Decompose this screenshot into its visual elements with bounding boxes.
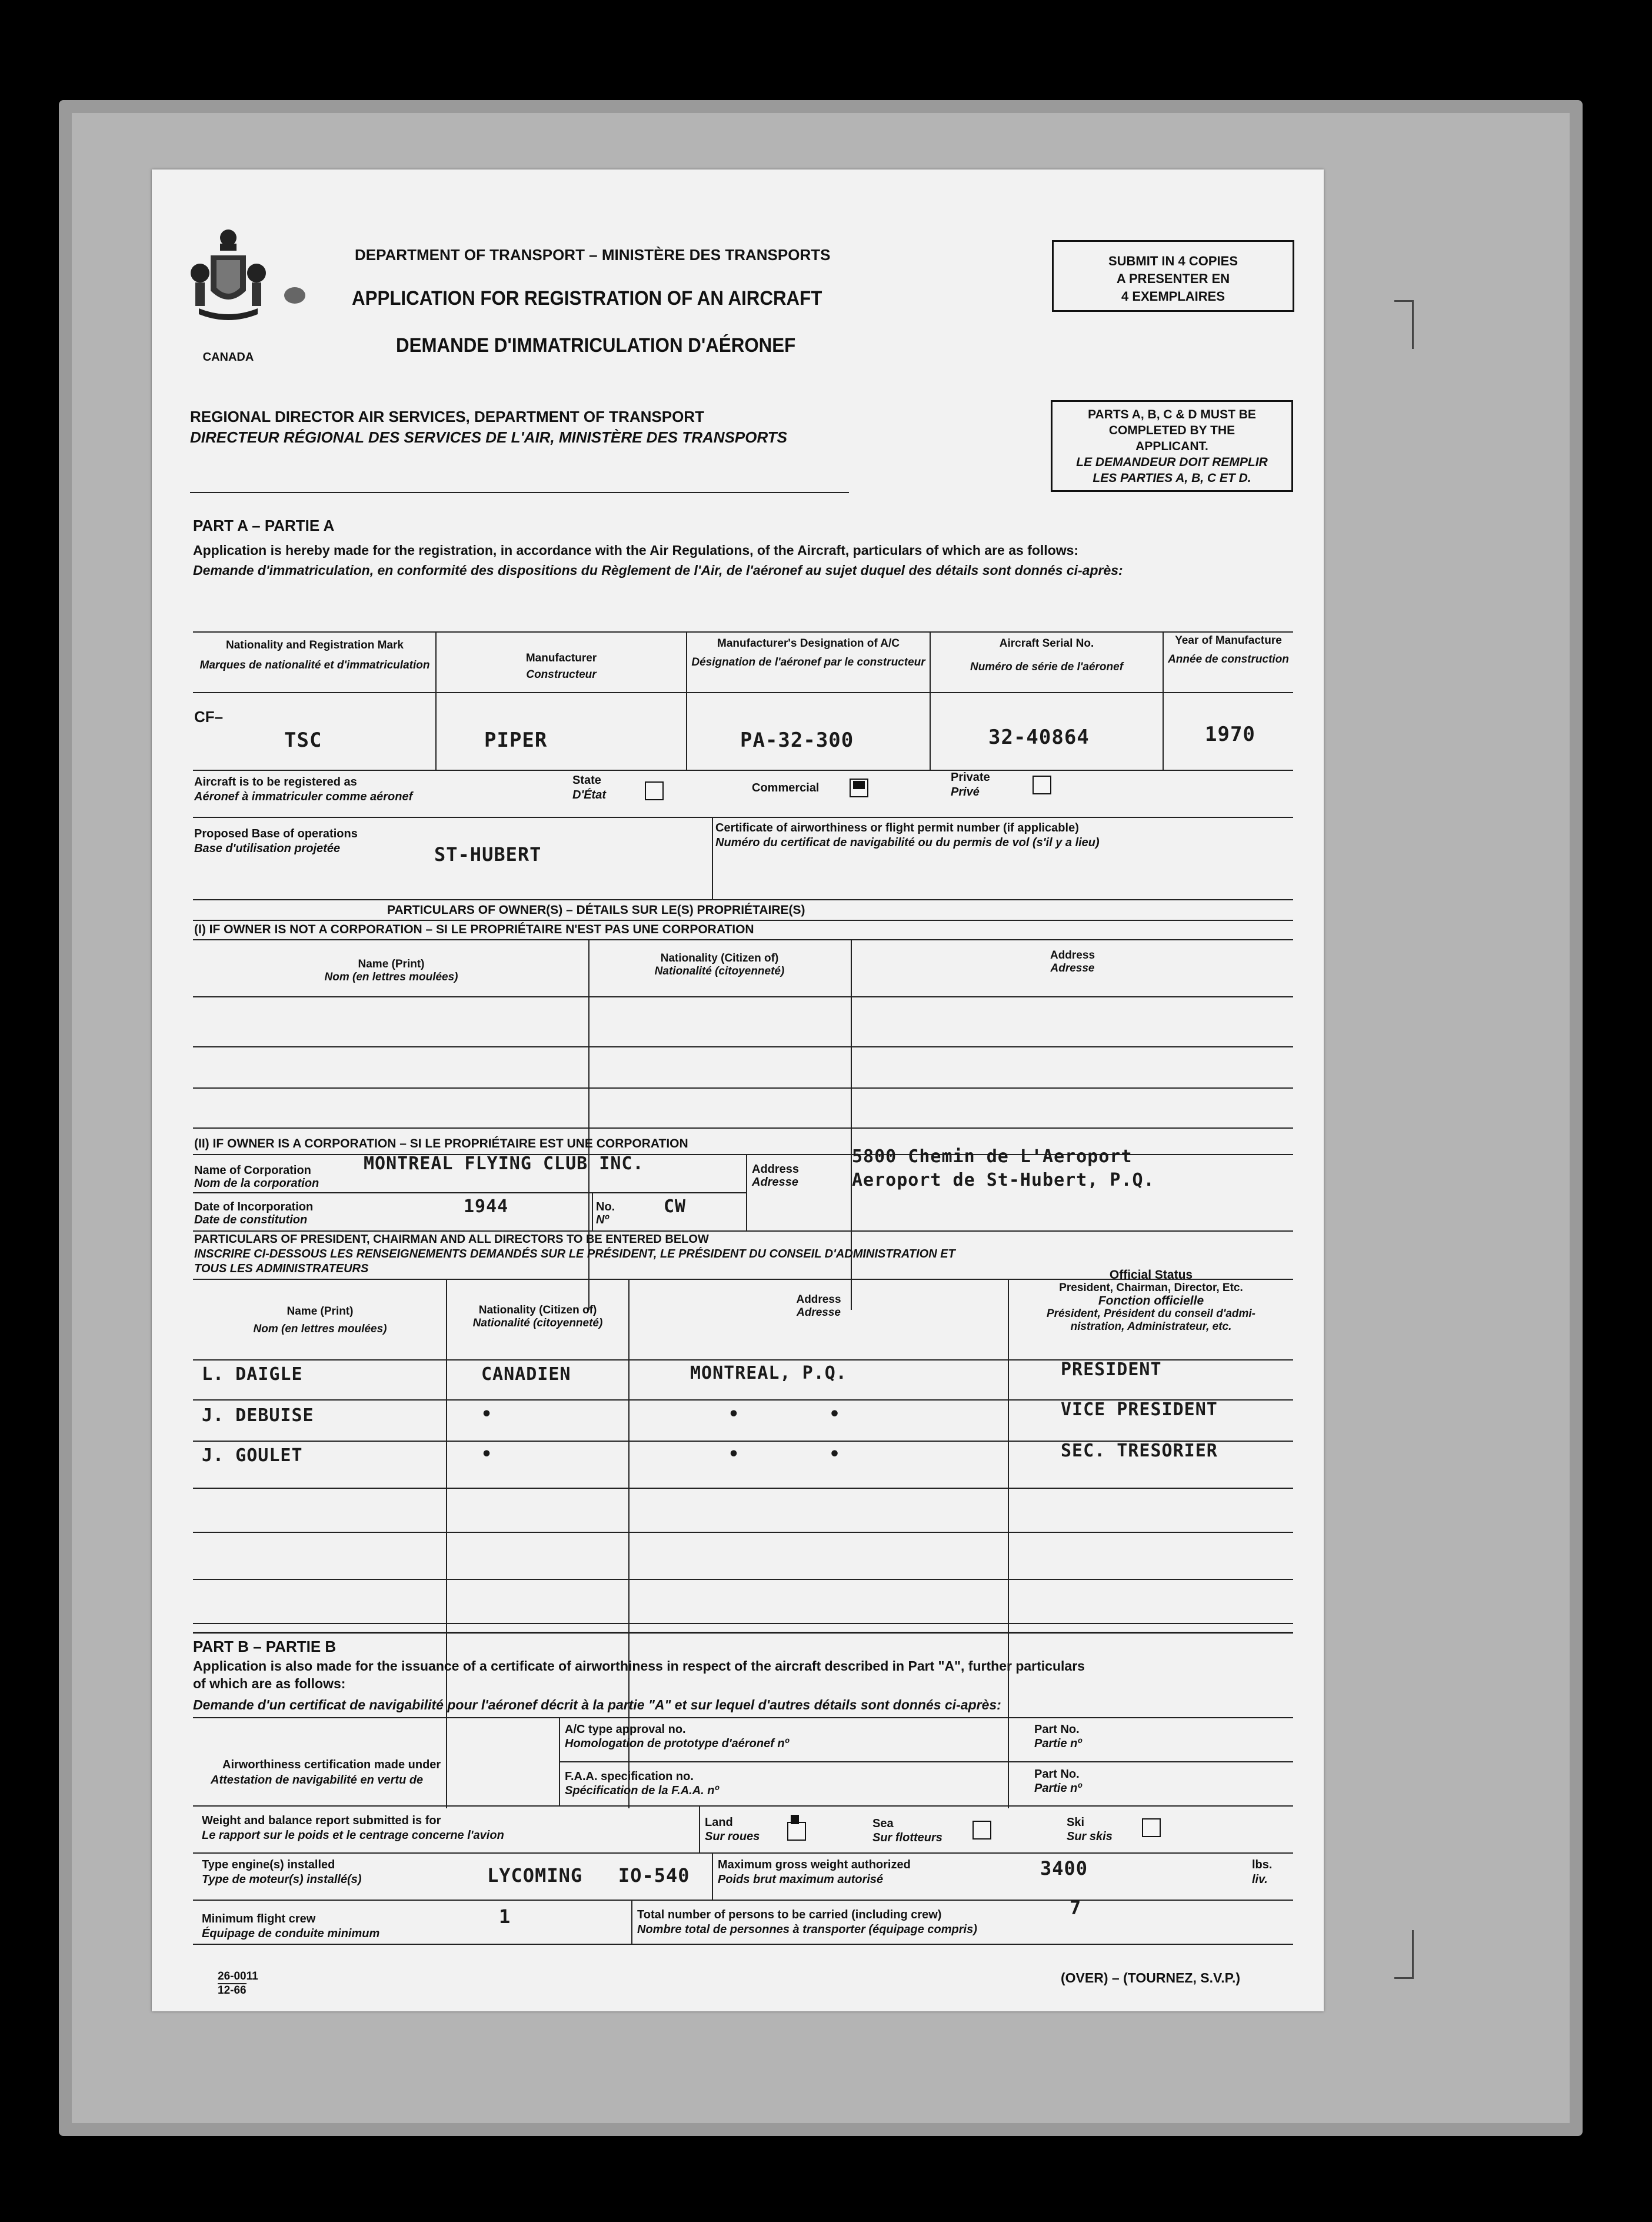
liv-unit: liv. bbox=[1252, 1873, 1268, 1886]
directors-nationality-header bbox=[447, 1304, 628, 1330]
parts-line-2: COMPLETED BY THE bbox=[1108, 424, 1235, 437]
corp-address-divider bbox=[746, 1154, 747, 1230]
weight-balance-fr: Le rapport sur le poids et le centrage concerne l'avion bbox=[202, 1829, 504, 1842]
part-no-fr-1: Partie nº bbox=[1034, 1737, 1082, 1750]
owner-name-fr: Nom (en lettres moulées) bbox=[324, 971, 458, 983]
registration-type-bottom bbox=[193, 817, 1293, 818]
type-approval-en: A/C type approval no. bbox=[565, 1723, 686, 1736]
director-status[interactable]: PRESIDENT bbox=[1061, 1359, 1162, 1380]
checkbox-mark-icon bbox=[788, 1812, 805, 1829]
parts-required-box bbox=[1051, 400, 1293, 492]
corp-address-label-fr: Adresse bbox=[752, 1176, 798, 1189]
commercial-label: Commercial bbox=[752, 781, 820, 794]
state-label-fr: D'État bbox=[572, 789, 606, 801]
directors-name-en: Name (Print) bbox=[287, 1305, 354, 1318]
corp-name-bottom bbox=[193, 1192, 746, 1193]
max-weight-value[interactable]: 3400 bbox=[1040, 1857, 1088, 1880]
registration-mark-value[interactable]: TSC bbox=[284, 729, 322, 752]
parts-line-3: APPLICANT. bbox=[1135, 440, 1208, 453]
total-persons-label-fr: Nombre total de personnes à transporter (équipage compris) bbox=[637, 1923, 977, 1936]
weight-balance-en: Weight and balance report submitted is for bbox=[202, 1814, 441, 1827]
engine-label-fr: Type de moteur(s) installé(s) bbox=[202, 1873, 362, 1886]
col-designation-fr: Désignation de l'aéronef par le constructeur bbox=[691, 656, 925, 668]
director-address[interactable]: MONTREAL, P.Q. bbox=[690, 1363, 847, 1383]
lbs-unit: lbs. bbox=[1252, 1858, 1273, 1871]
parts-line-5: LES PARTIES A, B, C ET D. bbox=[1093, 471, 1251, 485]
registration-mark-bottom bbox=[1394, 1930, 1414, 1979]
registered-as-en: Aircraft is to be registered as bbox=[194, 776, 357, 789]
title-english: APPLICATION FOR REGISTRATION OF AN AIRCRAFT bbox=[352, 287, 822, 310]
weight-row-bottom bbox=[193, 1852, 1293, 1854]
owner-row-3 bbox=[193, 1087, 1293, 1089]
submit-line-2: A PRESENTER EN bbox=[1116, 271, 1230, 286]
regional-address-line bbox=[190, 492, 849, 493]
country-label: CANADA bbox=[202, 351, 254, 364]
director-row-line-6 bbox=[193, 1623, 1293, 1624]
part-b-intro-en-1: Application is also made for the issuance of a certificate of airworthiness in respect of the aircraft described in Part "A", further particulars bbox=[193, 1658, 1085, 1674]
official-status-fr-3: nistration, Administrateur, etc. bbox=[1070, 1320, 1232, 1333]
cert-made-under-en: Airworthiness certification made under bbox=[222, 1758, 441, 1771]
owners-heading-line bbox=[193, 920, 1293, 921]
sea-checkbox[interactable] bbox=[972, 1821, 991, 1840]
form-date: 12-66 bbox=[218, 1984, 247, 1997]
directors-heading-fr-1: INSCRIRE CI-DESSOUS LES RENSEIGNEMENTS DEMANDÉS SUR LE PRÉSIDENT, LE PRÉSIDENT DU CONSEIL D'ADMINISTRATION ET bbox=[194, 1248, 955, 1260]
directors-nat-en: Nationality (Citizen of) bbox=[478, 1304, 597, 1316]
inc-no-divider bbox=[592, 1192, 593, 1230]
col-year-fr: Année de construction bbox=[1168, 653, 1289, 666]
director-address[interactable]: • • bbox=[728, 1404, 841, 1425]
part-a-heading: PART A – PARTIE A bbox=[193, 517, 335, 534]
canada-coat-of-arms-icon bbox=[187, 226, 269, 332]
private-label-fr: Privé bbox=[951, 786, 980, 799]
regional-director-fr: DIRECTEUR RÉGIONAL DES SERVICES DE L'AIR, MINISTÈRE DES TRANSPORTS bbox=[190, 428, 788, 446]
regional-director-en: REGIONAL DIRECTOR AIR SERVICES, DEPARTMENT OF TRANSPORT bbox=[190, 408, 704, 425]
part-no-en-1: Part No. bbox=[1034, 1723, 1080, 1736]
over-notice: (OVER) – (TOURNEZ, S.V.P.) bbox=[1061, 1970, 1241, 1985]
corp-name-label-fr: Nom de la corporation bbox=[194, 1177, 319, 1190]
director-name[interactable]: J. GOULET bbox=[202, 1445, 303, 1466]
year-value[interactable]: 1970 bbox=[1205, 723, 1255, 746]
col-header-year bbox=[1164, 634, 1293, 666]
directors-nat-fr: Nationalité (citoyenneté) bbox=[472, 1317, 603, 1329]
base-label-en: Proposed Base of operations bbox=[194, 827, 358, 840]
owner-not-corporation-heading: (I) IF OWNER IS NOT A CORPORATION – SI LE PROPRIÉTAIRE N'EST PAS UNE CORPORATION bbox=[194, 923, 754, 936]
engine-divider bbox=[712, 1852, 713, 1900]
serial-value[interactable]: 32-40864 bbox=[988, 726, 1090, 749]
directors-status-header bbox=[1009, 1269, 1293, 1333]
col-nationality-fr: Marques de nationalité et d'immatriculation bbox=[199, 659, 430, 671]
col-designation-en: Manufacturer's Designation of A/C bbox=[717, 637, 900, 650]
owner-name-header bbox=[194, 958, 588, 984]
hole-punch-mark bbox=[284, 287, 305, 304]
directors-heading-fr-2: TOUS LES ADMINISTRATEURS bbox=[194, 1262, 369, 1275]
director-status[interactable]: SEC. TRESORIER bbox=[1061, 1441, 1218, 1461]
min-crew-value[interactable]: 1 bbox=[499, 1905, 511, 1928]
owners-heading: PARTICULARS OF OWNER(S) – DÉTAILS SUR LE(S) PROPRIÉTAIRE(S) bbox=[387, 903, 805, 917]
incorporation-date-value[interactable]: 1944 bbox=[464, 1196, 509, 1217]
min-crew-label-en: Minimum flight crew bbox=[202, 1912, 316, 1925]
official-status-en: Official Status bbox=[1109, 1268, 1193, 1282]
max-weight-label-en: Maximum gross weight authorized bbox=[718, 1858, 911, 1871]
manufacturer-value[interactable]: PIPER bbox=[484, 729, 548, 752]
corp-name-label-en: Name of Corporation bbox=[194, 1164, 311, 1177]
owner-addr-en: Address bbox=[1050, 949, 1095, 962]
submit-line-3: 4 EXEMPLAIRES bbox=[1121, 289, 1225, 304]
col-year-en: Year of Manufacture bbox=[1175, 634, 1282, 647]
part-b-cert-bottom bbox=[193, 1805, 1293, 1807]
cert-label-en: Certificate of airworthiness or flight permit number (if applicable) bbox=[715, 821, 1079, 834]
registration-prefix: CF– bbox=[194, 708, 224, 726]
director-row-line-3 bbox=[193, 1488, 1293, 1489]
total-persons-value[interactable]: 7 bbox=[1070, 1897, 1082, 1919]
director-nationality[interactable]: • bbox=[481, 1444, 493, 1465]
part-b-table-top bbox=[193, 1717, 1293, 1718]
inc-date-label-en: Date of Incorporation bbox=[194, 1200, 314, 1213]
corporation-name-value[interactable]: MONTREAL FLYING CLUB INC. bbox=[364, 1153, 644, 1174]
owner-name-en: Name (Print) bbox=[358, 958, 425, 970]
director-address[interactable]: • • bbox=[728, 1444, 841, 1465]
col-header-serial bbox=[931, 637, 1163, 674]
commercial-checkbox[interactable] bbox=[850, 779, 868, 797]
crew-divider bbox=[631, 1900, 632, 1944]
official-status-fr-2: Président, Président du conseil d'admi- bbox=[1046, 1308, 1256, 1320]
total-persons-label-en: Total number of persons to be carried (including crew) bbox=[637, 1908, 942, 1921]
col-serial-fr: Numéro de série de l'aéronef bbox=[970, 661, 1124, 673]
corporation-address-line-1[interactable]: 5800 Chemin de L'Aeroport bbox=[852, 1146, 1133, 1167]
base-row-bottom bbox=[193, 899, 1293, 900]
designation-value[interactable]: PA-32-300 bbox=[740, 729, 854, 752]
owner-address-header bbox=[852, 949, 1293, 975]
base-cert-divider bbox=[712, 817, 713, 899]
aircraft-table-top bbox=[193, 631, 1293, 633]
corp-address-label-en: Address bbox=[752, 1163, 800, 1176]
directors-heading-en: PARTICULARS OF PRESIDENT, CHAIRMAN AND ALL DIRECTORS TO BE ENTERED BELOW bbox=[194, 1233, 709, 1246]
parts-line-1: PARTS A, B, C & D MUST BE bbox=[1088, 408, 1256, 421]
official-status-en-2: President, Chairman, Director, Etc. bbox=[1059, 1282, 1243, 1294]
land-checkbox[interactable] bbox=[787, 1822, 806, 1841]
inc-no-label-fr: Nº bbox=[596, 1213, 609, 1226]
part-b-mid-line bbox=[559, 1761, 1293, 1762]
col-nationality-en: Nationality and Registration Mark bbox=[226, 639, 404, 651]
part-b-intro-fr: Demande d'un certificat de navigabilité pour l'aéronef décrit à la partie "A" et sur lequel d'autres détails sont donnés ci-après: bbox=[193, 1697, 1001, 1712]
director-row-line-4 bbox=[193, 1532, 1293, 1533]
col-manufacturer-fr: Constructeur bbox=[526, 668, 597, 681]
part-b-table-bottom bbox=[193, 1944, 1293, 1945]
faa-spec-fr: Spécification de la F.A.A. nº bbox=[565, 1784, 719, 1797]
title-french: DEMANDE D'IMMATRICULATION D'AÉRONEF bbox=[396, 334, 796, 357]
ski-label-en: Ski bbox=[1067, 1816, 1085, 1829]
checkbox-mark-icon bbox=[851, 780, 867, 796]
sea-label-en: Sea bbox=[872, 1817, 894, 1830]
col-header-manufacturer bbox=[437, 652, 686, 681]
part-b-heading: PART B – PARTIE B bbox=[193, 1638, 337, 1655]
application-form bbox=[152, 169, 1324, 2011]
directors-address-header bbox=[630, 1293, 1008, 1319]
directors-table-bottom bbox=[193, 1632, 1293, 1634]
cert-label-fr: Numéro du certificat de navigabilité ou du permis de vol (s'il y a lieu) bbox=[715, 836, 1100, 849]
owner-row-1 bbox=[193, 996, 1293, 997]
private-label-en: Private bbox=[951, 771, 990, 784]
state-checkbox[interactable] bbox=[645, 781, 664, 800]
max-weight-label-fr: Poids brut maximum autorisé bbox=[718, 1873, 884, 1886]
director-status[interactable]: VICE PRESIDENT bbox=[1061, 1399, 1218, 1420]
state-label-en: State bbox=[572, 774, 601, 787]
registered-as-fr: Aéronef à immatriculer comme aéronef bbox=[194, 790, 413, 803]
directors-addr-fr: Adresse bbox=[797, 1306, 841, 1319]
owner-nat-fr: Nationalité (citoyenneté) bbox=[654, 965, 785, 977]
part-b-intro-en-2: of which are as follows: bbox=[193, 1676, 346, 1691]
director-name[interactable]: J. DEBUISE bbox=[202, 1405, 314, 1426]
part-no-en-2: Part No. bbox=[1034, 1768, 1080, 1781]
ski-checkbox[interactable] bbox=[1142, 1818, 1161, 1837]
directors-name-fr: Nom (en lettres moulées) bbox=[253, 1323, 387, 1335]
directors-col-divider-1 bbox=[446, 1279, 447, 1808]
weight-divider bbox=[699, 1805, 700, 1852]
land-label-fr: Sur roues bbox=[705, 1830, 760, 1843]
owner-table-top bbox=[193, 939, 1293, 940]
engine-label-en: Type engine(s) installed bbox=[202, 1858, 335, 1871]
owner-addr-fr: Adresse bbox=[1050, 962, 1095, 974]
land-label-en: Land bbox=[705, 1816, 733, 1829]
incorporation-number-value[interactable]: CW bbox=[664, 1196, 687, 1217]
col-manufacturer-en: Manufacturer bbox=[525, 652, 597, 664]
cert-made-under-fr: Attestation de navigabilité en vertu de bbox=[211, 1774, 424, 1787]
part-no-fr-2: Partie nº bbox=[1034, 1782, 1082, 1795]
directors-name-header bbox=[194, 1305, 446, 1336]
director-name[interactable]: L. DAIGLE bbox=[202, 1364, 303, 1385]
owner-nationality-header bbox=[590, 952, 849, 978]
engine-row-bottom bbox=[193, 1900, 1293, 1901]
col-serial-en: Aircraft Serial No. bbox=[999, 637, 1094, 650]
corporation-address-line-2[interactable]: Aeroport de St-Hubert, P.Q. bbox=[852, 1170, 1155, 1190]
department-heading: DEPARTMENT OF TRANSPORT – MINISTÈRE DES TRANSPORTS bbox=[355, 246, 831, 264]
inc-date-label-fr: Date de constitution bbox=[194, 1213, 308, 1226]
part-a-intro-fr: Demande d'immatriculation, en conformité des dispositions du Règlement de l'Air, de l'aéronef au sujet duquel des détails sont donnés ci-après: bbox=[193, 563, 1123, 578]
private-checkbox[interactable] bbox=[1032, 776, 1051, 794]
submit-copies-box bbox=[1052, 240, 1294, 312]
owner-row-2 bbox=[193, 1046, 1293, 1047]
type-approval-fr: Homologation de prototype d'aéronef nº bbox=[565, 1737, 789, 1750]
owner-row-4 bbox=[193, 1127, 1293, 1129]
owner-corporation-heading: (II) IF OWNER IS A CORPORATION – SI LE PROPRIÉTAIRE EST UNE CORPORATION bbox=[194, 1137, 688, 1150]
aircraft-table-bottom bbox=[193, 770, 1293, 771]
directors-addr-en: Address bbox=[796, 1293, 841, 1306]
submit-line-1: SUBMIT IN 4 COPIES bbox=[1108, 254, 1238, 268]
faa-spec-en: F.A.A. specification no. bbox=[565, 1770, 694, 1783]
director-nationality[interactable]: CANADIEN bbox=[481, 1364, 571, 1385]
ski-label-fr: Sur skis bbox=[1067, 1830, 1113, 1843]
registration-mark-top bbox=[1394, 300, 1414, 349]
parts-line-4: LE DEMANDEUR DOIT REMPLIR bbox=[1076, 455, 1268, 469]
min-crew-label-fr: Équipage de conduite minimum bbox=[202, 1927, 380, 1940]
sea-label-fr: Sur flotteurs bbox=[872, 1831, 942, 1844]
corporation-bottom bbox=[193, 1230, 1293, 1232]
base-label-fr: Base d'utilisation projetée bbox=[194, 842, 341, 855]
director-nationality[interactable]: • bbox=[481, 1404, 493, 1425]
official-status-fr: Fonction officielle bbox=[1098, 1294, 1204, 1308]
aircraft-table-header-bottom bbox=[193, 692, 1293, 693]
col-header-nationality bbox=[194, 639, 435, 672]
base-value[interactable]: ST-HUBERT bbox=[434, 843, 542, 866]
form-number: 26-0011 bbox=[218, 1970, 258, 1982]
col-header-designation bbox=[687, 637, 930, 669]
part-a-intro-en: Application is hereby made for the registration, in accordance with the Air Regulations, of the Aircraft, particulars of which are as follows: bbox=[193, 543, 1079, 558]
engine-value[interactable]: LYCOMING IO-540 bbox=[487, 1864, 690, 1887]
director-row-line-5 bbox=[193, 1579, 1293, 1580]
directors-col-divider-3 bbox=[1008, 1279, 1009, 1808]
owner-nat-en: Nationality (Citizen of) bbox=[660, 952, 779, 964]
inc-no-label-en: No. bbox=[596, 1200, 615, 1213]
